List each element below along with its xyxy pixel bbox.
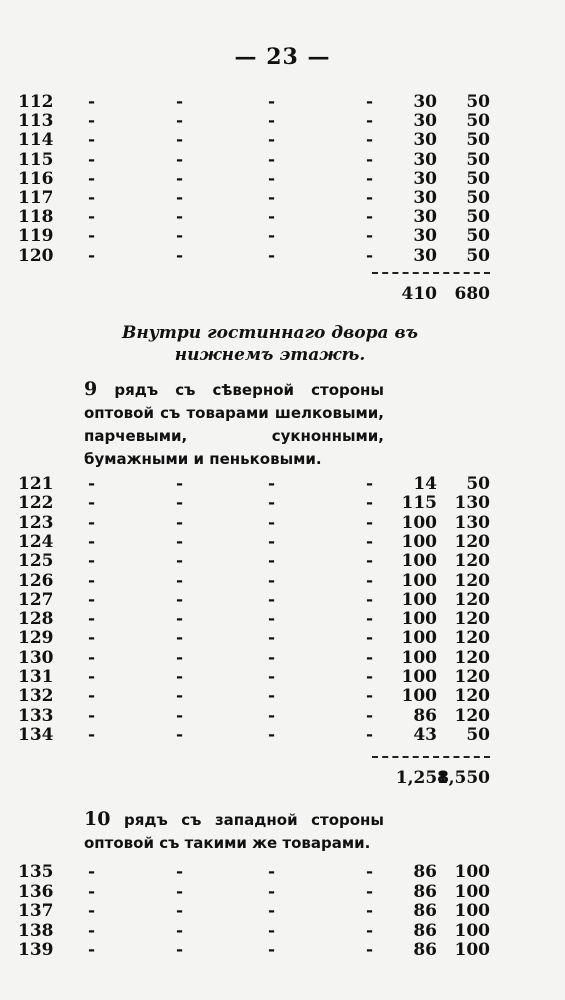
dash-mark: - <box>176 551 184 572</box>
dash-mark: - <box>176 245 184 266</box>
row-number: 130 <box>18 647 54 668</box>
value-a: 30 <box>413 130 437 151</box>
dash-mark: - <box>88 609 96 630</box>
value-b: 50 <box>466 92 490 112</box>
dash-mark: - <box>176 705 184 726</box>
dash-mark: - <box>268 724 276 745</box>
row-number: 127 <box>18 589 54 610</box>
value-b: 100 <box>454 940 490 960</box>
dash-mark: - <box>176 188 184 208</box>
row-number: 117 <box>18 188 54 208</box>
table-row <box>0 901 565 921</box>
table-row <box>0 609 565 629</box>
dash-mark: - <box>88 531 96 552</box>
row-number: 113 <box>18 111 54 132</box>
value-b: 130 <box>454 493 490 514</box>
table-row <box>0 628 565 648</box>
row-number: 116 <box>18 168 54 189</box>
row-number: 122 <box>18 493 54 514</box>
value-a: 86 <box>413 705 437 726</box>
value-b: 50 <box>466 245 490 266</box>
value-b: 50 <box>466 226 490 247</box>
value-b: 120 <box>454 667 490 687</box>
table-row <box>0 667 565 687</box>
dash-mark: - <box>176 149 184 170</box>
value-b: 120 <box>454 551 490 572</box>
table-row <box>0 725 565 745</box>
row-number: 124 <box>18 531 54 552</box>
dash-mark: - <box>88 207 96 228</box>
value-b: 50 <box>466 130 490 151</box>
dash-mark: - <box>176 609 184 630</box>
dash-mark: - <box>268 589 276 610</box>
value-b: 120 <box>454 531 490 552</box>
dash-mark: - <box>366 940 374 960</box>
dash-mark: - <box>88 570 96 591</box>
dash-mark: - <box>366 647 374 668</box>
dash-mark: - <box>88 226 96 247</box>
dash-mark: - <box>366 705 374 726</box>
dash-mark: - <box>366 130 374 151</box>
dash-mark: - <box>88 589 96 610</box>
dash-mark: - <box>366 531 374 552</box>
total-rule <box>372 756 490 758</box>
table-row <box>0 92 565 112</box>
row-number: 121 <box>18 474 54 494</box>
dash-mark: - <box>366 168 374 189</box>
dash-mark: - <box>176 628 184 649</box>
row10-description <box>84 808 384 855</box>
value-b: 120 <box>454 628 490 649</box>
table-row <box>0 706 565 726</box>
table-row <box>0 532 565 552</box>
dash-mark: - <box>88 111 96 132</box>
dash-mark: - <box>366 609 374 630</box>
dash-mark: - <box>268 628 276 649</box>
dash-mark: - <box>268 901 276 921</box>
table-row <box>0 207 565 227</box>
row-number: 119 <box>18 226 54 247</box>
value-b: 100 <box>454 901 490 921</box>
dash-mark: - <box>88 92 96 112</box>
dash-mark: - <box>176 724 184 745</box>
value-b: 50 <box>466 188 490 208</box>
dash-mark: - <box>88 940 96 960</box>
row-number: 112 <box>18 92 54 112</box>
value-a: 43 <box>413 724 437 745</box>
row-number: 120 <box>18 245 54 266</box>
value-a: 86 <box>413 862 437 882</box>
table-row <box>0 940 565 960</box>
row-number: 115 <box>18 149 54 170</box>
value-b: 120 <box>454 609 490 630</box>
value-b: 120 <box>454 705 490 726</box>
table-row <box>0 493 565 513</box>
dash-mark: - <box>176 589 184 610</box>
dash-mark: - <box>268 609 276 630</box>
dash-mark: - <box>176 92 184 112</box>
value-b: 120 <box>454 647 490 668</box>
dash-mark: - <box>88 130 96 151</box>
dash-mark: - <box>88 920 96 941</box>
dash-mark: - <box>268 881 276 902</box>
dash-mark: - <box>366 920 374 941</box>
value-b: 50 <box>466 168 490 189</box>
value-a: 100 <box>401 570 437 591</box>
table-row <box>0 571 565 591</box>
dash-mark: - <box>88 705 96 726</box>
total-value-b: 680 <box>454 284 490 304</box>
dash-mark: - <box>176 647 184 668</box>
section-heading: Внутри гостиннаго двора въ нижнемъ этажѣ. <box>122 323 418 365</box>
row-number: 128 <box>18 609 54 630</box>
dash-mark: - <box>366 862 374 882</box>
value-a: 86 <box>413 901 437 921</box>
row-number: 131 <box>18 667 54 687</box>
dash-mark: - <box>268 920 276 941</box>
table-row <box>0 150 565 170</box>
value-a: 30 <box>413 168 437 189</box>
dash-mark: - <box>268 149 276 170</box>
table-row <box>0 513 565 533</box>
row-number: 139 <box>18 940 54 960</box>
dash-mark: - <box>268 188 276 208</box>
dash-mark: - <box>268 130 276 151</box>
value-a: 100 <box>401 512 437 533</box>
dash-mark: - <box>176 940 184 960</box>
dash-mark: - <box>366 667 374 687</box>
value-a: 30 <box>413 226 437 247</box>
value-b: 100 <box>454 862 490 882</box>
total-rule <box>372 272 490 274</box>
dash-mark: - <box>88 628 96 649</box>
value-b: 50 <box>466 207 490 228</box>
dash-mark: - <box>268 705 276 726</box>
dash-mark: - <box>88 188 96 208</box>
value-a: 100 <box>401 647 437 668</box>
dash-mark: - <box>366 686 374 707</box>
value-b: 50 <box>466 724 490 745</box>
dash-mark: - <box>176 881 184 902</box>
dash-mark: - <box>88 245 96 266</box>
page-number: — 23 — <box>234 44 331 70</box>
value-b: 120 <box>454 686 490 707</box>
dash-mark: - <box>366 493 374 514</box>
dash-mark: - <box>268 92 276 112</box>
dash-mark: - <box>176 686 184 707</box>
row-number: 125 <box>18 551 54 572</box>
table-row <box>0 551 565 571</box>
dash-mark: - <box>366 628 374 649</box>
value-a: 86 <box>413 920 437 941</box>
value-b: 100 <box>454 881 490 902</box>
value-a: 30 <box>413 92 437 112</box>
dash-mark: - <box>268 940 276 960</box>
table-row <box>0 226 565 246</box>
dash-mark: - <box>88 881 96 902</box>
value-b: 120 <box>454 570 490 591</box>
dash-mark: - <box>366 111 374 132</box>
row-number: 138 <box>18 920 54 941</box>
value-b: 50 <box>466 474 490 494</box>
table-row <box>0 921 565 941</box>
dash-mark: - <box>176 531 184 552</box>
dash-mark: - <box>268 667 276 687</box>
dash-mark: - <box>366 226 374 247</box>
dash-mark: - <box>366 474 374 494</box>
dash-mark: - <box>88 493 96 514</box>
dash-mark: - <box>268 862 276 882</box>
row10-text: рядъ съ западной стороны оптовой съ такими же товарами. <box>84 811 384 852</box>
dash-mark: - <box>268 226 276 247</box>
table-row <box>0 648 565 668</box>
dash-mark: - <box>88 901 96 921</box>
total-value-b: 1,550 <box>436 768 490 788</box>
dash-mark: - <box>176 226 184 247</box>
dash-mark: - <box>176 570 184 591</box>
row-number: 136 <box>18 881 54 902</box>
row-number: 132 <box>18 686 54 707</box>
dash-mark: - <box>88 474 96 494</box>
dash-mark: - <box>268 570 276 591</box>
value-a: 86 <box>413 881 437 902</box>
table-row <box>0 169 565 189</box>
dash-mark: - <box>88 862 96 882</box>
dash-mark: - <box>268 551 276 572</box>
dash-mark: - <box>268 111 276 132</box>
dash-mark: - <box>176 512 184 533</box>
section2-total-row <box>0 768 565 790</box>
value-a: 100 <box>401 667 437 687</box>
value-a: 115 <box>401 493 437 514</box>
dash-mark: - <box>366 92 374 112</box>
value-a: 30 <box>413 245 437 266</box>
dash-mark: - <box>88 724 96 745</box>
row-number: 129 <box>18 628 54 649</box>
dash-mark: - <box>366 570 374 591</box>
row-number: 133 <box>18 705 54 726</box>
value-a: 100 <box>401 628 437 649</box>
dash-mark: - <box>176 111 184 132</box>
total-value-a: 410 <box>401 284 437 304</box>
dash-mark: - <box>176 493 184 514</box>
table-row <box>0 686 565 706</box>
dash-mark: - <box>176 474 184 494</box>
dash-mark: - <box>268 512 276 533</box>
table-row <box>0 130 565 150</box>
dash-mark: - <box>268 474 276 494</box>
value-a: 100 <box>401 531 437 552</box>
dash-mark: - <box>176 920 184 941</box>
table-row <box>0 590 565 610</box>
row-number: 118 <box>18 207 54 228</box>
dash-mark: - <box>88 686 96 707</box>
value-a: 100 <box>401 686 437 707</box>
dash-mark: - <box>366 207 374 228</box>
dash-mark: - <box>176 130 184 151</box>
dash-mark: - <box>366 188 374 208</box>
row-number: 134 <box>18 724 54 745</box>
row9-number: 9 <box>84 378 98 400</box>
value-b: 50 <box>466 149 490 170</box>
dash-mark: - <box>366 551 374 572</box>
row-number: 137 <box>18 901 54 921</box>
dash-mark: - <box>88 551 96 572</box>
value-a: 30 <box>413 207 437 228</box>
value-b: 50 <box>466 111 490 132</box>
value-b: 100 <box>454 920 490 941</box>
value-a: 30 <box>413 111 437 132</box>
dash-mark: - <box>366 589 374 610</box>
dash-mark: - <box>366 149 374 170</box>
dash-mark: - <box>176 862 184 882</box>
value-b: 120 <box>454 589 490 610</box>
value-a: 86 <box>413 940 437 960</box>
row9-description <box>84 378 384 471</box>
dash-mark: - <box>176 207 184 228</box>
dash-mark: - <box>268 168 276 189</box>
dash-mark: - <box>366 724 374 745</box>
row-number: 126 <box>18 570 54 591</box>
value-a: 100 <box>401 589 437 610</box>
dash-mark: - <box>176 667 184 687</box>
dash-mark: - <box>268 686 276 707</box>
dash-mark: - <box>88 667 96 687</box>
dash-mark: - <box>176 901 184 921</box>
table-row <box>0 188 565 208</box>
section1-total-row <box>0 284 565 306</box>
dash-mark: - <box>88 512 96 533</box>
dash-mark: - <box>268 531 276 552</box>
value-a: 100 <box>401 551 437 572</box>
total-value-a: 1,258 <box>395 768 449 788</box>
value-a: 100 <box>401 609 437 630</box>
value-b: 130 <box>454 512 490 533</box>
table-row <box>0 111 565 131</box>
value-a: 30 <box>413 149 437 170</box>
dash-mark: - <box>366 881 374 902</box>
dash-mark: - <box>268 245 276 266</box>
table-row <box>0 246 565 266</box>
dash-mark: - <box>268 493 276 514</box>
row10-number: 10 <box>84 808 111 830</box>
dash-mark: - <box>366 901 374 921</box>
table-row <box>0 882 565 902</box>
row-number: 114 <box>18 130 54 151</box>
dash-mark: - <box>88 149 96 170</box>
row-number: 123 <box>18 512 54 533</box>
dash-mark: - <box>268 207 276 228</box>
row9-text: рядъ съ сѣверной стороны оптовой съ товарами шелковыми, парчевыми, сукнонными, бумажными и пеньковыми. <box>84 381 384 468</box>
table-row <box>0 474 565 494</box>
value-a: 30 <box>413 188 437 208</box>
row-number: 135 <box>18 862 54 882</box>
value-a: 14 <box>413 474 437 494</box>
dash-mark: - <box>88 168 96 189</box>
dash-mark: - <box>88 647 96 668</box>
table-row <box>0 862 565 882</box>
dash-mark: - <box>366 245 374 266</box>
dash-mark: - <box>366 512 374 533</box>
dash-mark: - <box>176 168 184 189</box>
dash-mark: - <box>268 647 276 668</box>
